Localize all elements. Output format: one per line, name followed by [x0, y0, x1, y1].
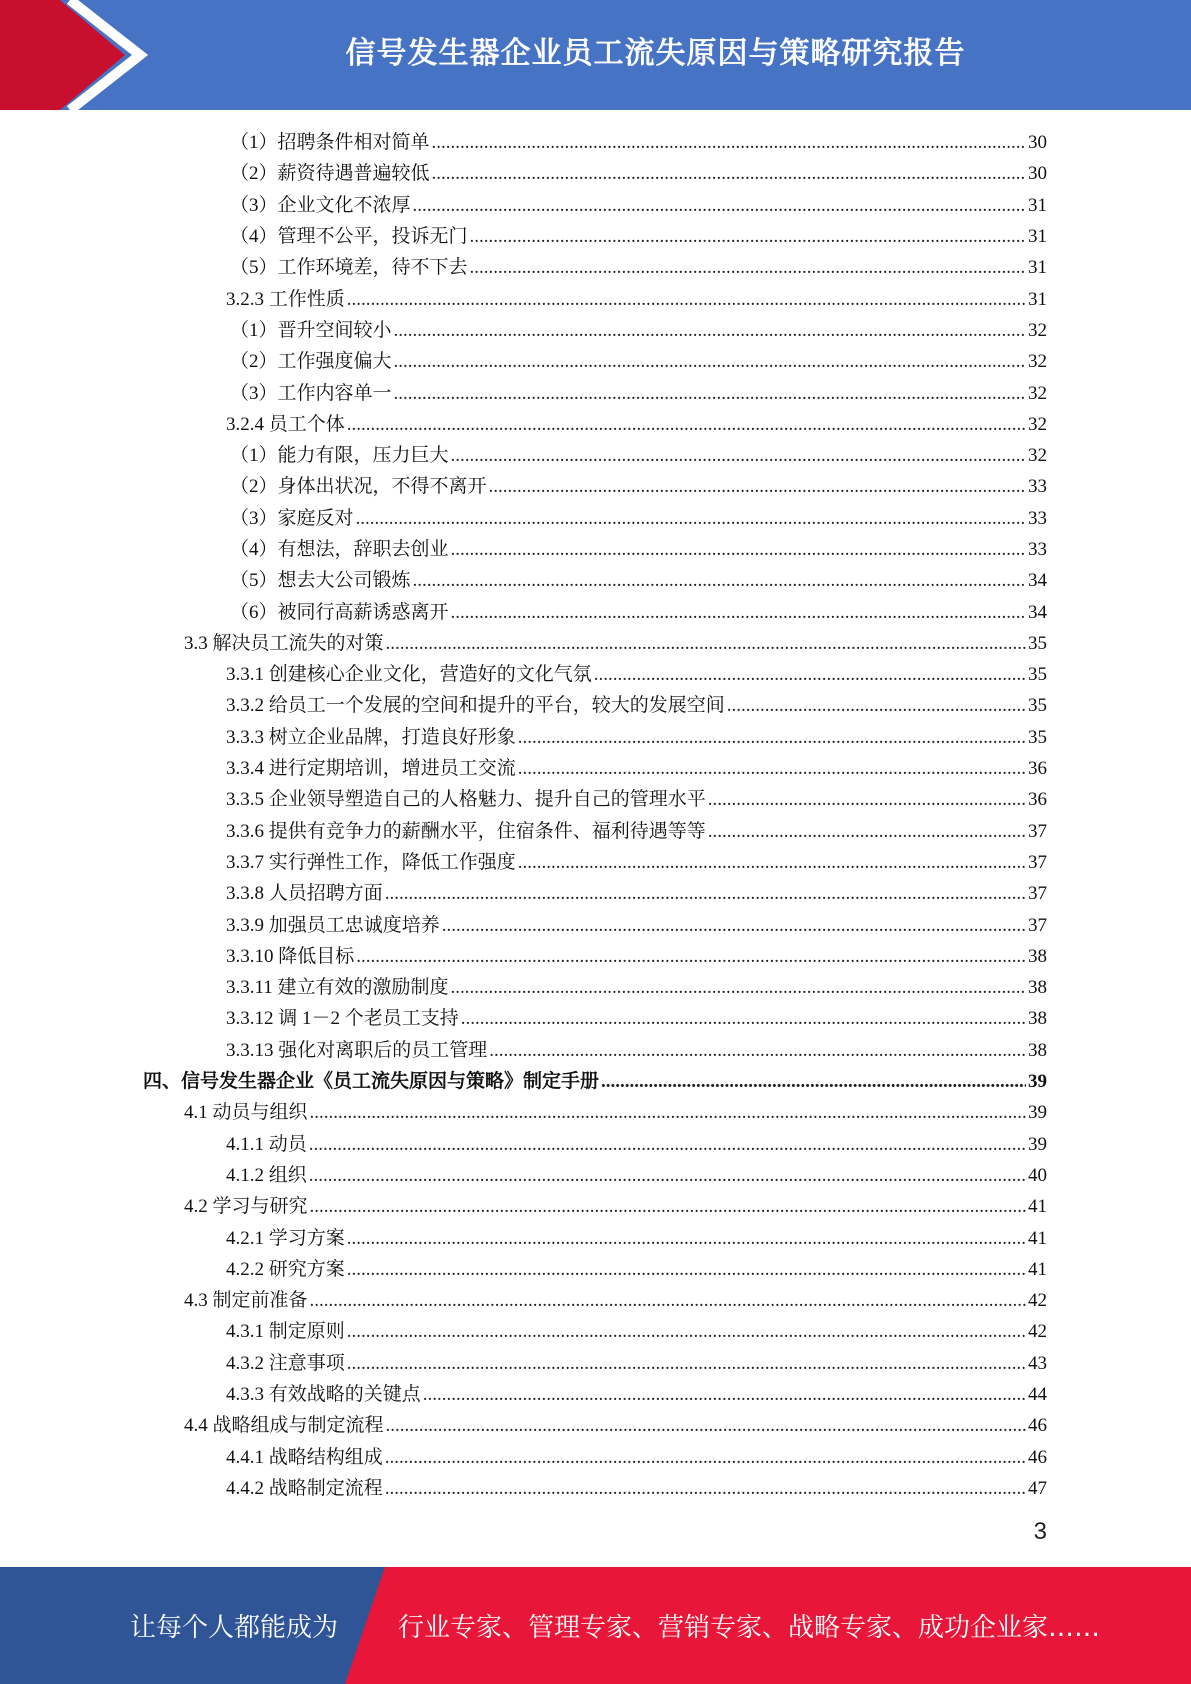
toc-leader-dots: [310, 1097, 1026, 1128]
toc-leader-dots: [310, 1191, 1026, 1222]
toc-entry-page: 46: [1028, 1446, 1047, 1468]
toc-leader-dots: [518, 722, 1026, 753]
toc-entry-page: 37: [1028, 820, 1047, 842]
toc-entry-page: 46: [1028, 1415, 1047, 1437]
toc-entry[interactable]: [0, 1473, 1191, 1504]
toc-entry-page: 36: [1028, 758, 1047, 780]
toc-entry-page: 38: [1028, 1008, 1047, 1030]
page-header: [0, 0, 1191, 110]
toc-leader-dots: [385, 1442, 1026, 1473]
toc-entry[interactable]: [0, 1066, 1191, 1097]
toc-entry[interactable]: [0, 722, 1191, 753]
toc-leader-dots: [310, 1285, 1026, 1316]
toc-entry-label: 3.3.1 创建核心企业文化，营造好的文化气氛: [226, 664, 592, 686]
toc-leader-dots: [423, 1379, 1026, 1410]
toc-leader-dots: [451, 597, 1026, 628]
toc-entry[interactable]: [0, 409, 1191, 440]
toc-entry-label: 4.3 制定前准备: [184, 1290, 308, 1312]
toc-entry-label: （5）想去大公司锻炼: [230, 570, 411, 592]
toc-entry-label: （2）身体出状况，不得不离开: [230, 476, 487, 498]
toc-entry[interactable]: [0, 346, 1191, 377]
toc-entry[interactable]: [0, 628, 1191, 659]
toc-entry[interactable]: [0, 471, 1191, 502]
toc-entry-page: 38: [1028, 945, 1047, 967]
toc-entry-page: 38: [1028, 977, 1047, 999]
toc-entry-label: 3.3.8 人员招聘方面: [226, 883, 383, 905]
toc-entry-label: 3.3.11 建立有效的激励制度: [226, 977, 449, 999]
toc-leader-dots: [727, 690, 1026, 721]
toc-entry[interactable]: [0, 190, 1191, 221]
toc-entry-label: 3.3.10 降低目标: [226, 945, 355, 967]
toc-entry-label: 4.3.3 有效战略的关键点: [226, 1384, 421, 1406]
toc-entry-page: 34: [1028, 570, 1047, 592]
toc-leader-dots: [518, 753, 1026, 784]
toc-entry-page: 39: [1028, 1133, 1047, 1155]
toc-leader-dots: [356, 941, 1026, 972]
toc-leader-dots: [461, 1003, 1026, 1034]
toc-entry[interactable]: [0, 1410, 1191, 1441]
table-of-contents: [0, 127, 1191, 1504]
header-red-arrow: [0, 0, 125, 110]
toc-entry[interactable]: [0, 377, 1191, 408]
toc-entry-page: 30: [1028, 132, 1047, 154]
toc-entry-page: 38: [1028, 1039, 1047, 1061]
toc-leader-dots: [708, 816, 1026, 847]
toc-entry-label: 4.3.1 制定原则: [226, 1321, 345, 1343]
toc-leader-dots: [451, 972, 1026, 1003]
toc-entry[interactable]: [0, 1379, 1191, 1410]
toc-entry-label: 3.3.6 提供有竞争力的薪酬水平，住宿条件、福利待遇等等: [226, 820, 706, 842]
toc-entry-page: 37: [1028, 914, 1047, 936]
toc-entry-label: 3.2.4 员工个体: [226, 413, 345, 435]
toc-entry-label: （2）工作强度偏大: [230, 351, 392, 373]
toc-entry[interactable]: [0, 909, 1191, 940]
toc-entry-label: （3）家庭反对: [230, 507, 354, 529]
toc-entry-page: 33: [1028, 539, 1047, 560]
toc-entry[interactable]: [0, 1441, 1191, 1472]
toc-leader-dots: [451, 440, 1026, 471]
toc-entry-page: 31: [1028, 226, 1047, 248]
toc-leader-dots: [394, 315, 1026, 346]
toc-entry-label: （1）招聘条件相对简单: [230, 132, 430, 154]
toc-entry[interactable]: [0, 1003, 1191, 1034]
toc-entry[interactable]: [0, 1097, 1191, 1128]
toc-entry[interactable]: [0, 565, 1191, 596]
toc-entry-page: 30: [1028, 163, 1047, 185]
toc-entry-page: 36: [1028, 789, 1047, 811]
toc-entry[interactable]: [0, 1160, 1191, 1191]
toc-entry-page: 32: [1028, 319, 1047, 341]
toc-entry[interactable]: [0, 221, 1191, 252]
toc-entry-label: 4.4.1 战略结构组成: [226, 1446, 383, 1468]
toc-entry-page: 33: [1028, 507, 1047, 529]
toc-leader-dots: [347, 1348, 1026, 1379]
toc-entry[interactable]: [0, 1129, 1191, 1160]
toc-entry-label: 4.1.2 组织: [226, 1164, 307, 1186]
toc-entry-label: 四、信号发生器企业《员工流失原因与策略》制定手册: [143, 1071, 600, 1093]
report-title: 信号发生器企业员工流失原因与策略研究报告: [345, 36, 966, 71]
toc-entry-label: 4.2.1 学习方案: [226, 1227, 345, 1249]
toc-entry-label: 3.3.3 树立企业品牌，打造良好形象: [226, 726, 516, 748]
toc-entry-label: 3.3.5 企业领导塑造自己的人格魅力、提升自己的管理水平: [226, 789, 706, 811]
toc-leader-dots: [432, 158, 1026, 189]
toc-entry-page: 37: [1028, 883, 1047, 905]
toc-leader-dots: [489, 471, 1026, 502]
toc-entry[interactable]: [0, 1316, 1191, 1347]
toc-leader-dots: [413, 190, 1026, 221]
toc-entry[interactable]: [0, 690, 1191, 721]
toc-entry-page: 39: [1028, 1071, 1047, 1093]
toc-entry[interactable]: [0, 283, 1191, 314]
toc-entry-label: 3.3.7 实行弹性工作，降低工作强度: [226, 851, 516, 873]
toc-entry-page: 32: [1028, 445, 1047, 467]
toc-entry-page: 41: [1028, 1196, 1047, 1218]
toc-entry-page: 31: [1028, 194, 1047, 216]
toc-leader-dots: [451, 534, 1026, 565]
toc-leader-dots: [347, 284, 1026, 315]
toc-entry[interactable]: [0, 972, 1191, 1003]
toc-leader-dots: [347, 409, 1026, 440]
toc-leader-dots: [385, 1473, 1026, 1504]
toc-entry[interactable]: [0, 1035, 1191, 1066]
toc-entry-page: 35: [1028, 632, 1047, 654]
toc-leader-dots: [708, 784, 1026, 815]
toc-entry[interactable]: [0, 1254, 1191, 1285]
toc-entry-label: （1）晋升空间较小: [230, 319, 392, 341]
toc-entry-label: 3.3.4 进行定期培训，增进员工交流: [226, 758, 516, 780]
toc-entry[interactable]: [0, 252, 1191, 283]
toc-entry-label: （6）被同行高薪诱惑离开: [230, 601, 449, 623]
toc-entry-label: （5）工作环境差，待不下去: [230, 257, 468, 279]
toc-entry[interactable]: [0, 1191, 1191, 1222]
page-number: 3: [1033, 1518, 1047, 1545]
toc-entry-label: 4.4 战略组成与制定流程: [184, 1415, 384, 1437]
toc-entry-page: 42: [1028, 1321, 1047, 1343]
toc-entry-label: （2）薪资待遇普遍较低: [230, 163, 430, 185]
toc-entry[interactable]: [0, 596, 1191, 627]
toc-leader-dots: [470, 221, 1026, 252]
toc-entry-label: 4.2.2 研究方案: [226, 1258, 345, 1280]
toc-entry-label: （4）管理不公平，投诉无门: [230, 226, 468, 248]
toc-entry[interactable]: [0, 1222, 1191, 1253]
page-footer: [0, 1567, 1191, 1684]
toc-leader-dots: [518, 847, 1026, 878]
toc-entry-page: 41: [1028, 1227, 1047, 1249]
toc-entry-label: 3.3.13 强化对离职后的员工管理: [226, 1039, 488, 1061]
toc-entry[interactable]: [0, 941, 1191, 972]
toc-entry[interactable]: [0, 784, 1191, 815]
toc-entry[interactable]: [0, 158, 1191, 189]
toc-entry[interactable]: [0, 534, 1191, 565]
toc-entry-page: 43: [1028, 1352, 1047, 1374]
toc-entry-label: （3）企业文化不浓厚: [230, 194, 411, 216]
toc-entry-label: 4.1.1 动员: [226, 1133, 307, 1155]
toc-leader-dots: [413, 565, 1026, 596]
toc-entry-page: 39: [1028, 1102, 1047, 1124]
toc-entry-page: 34: [1028, 601, 1047, 623]
toc-leader-dots: [385, 878, 1026, 909]
toc-leader-dots: [442, 910, 1026, 941]
toc-entry[interactable]: [0, 659, 1191, 690]
toc-entry-page: 35: [1028, 695, 1047, 717]
toc-entry[interactable]: [0, 816, 1191, 847]
toc-entry-page: 33: [1028, 476, 1047, 498]
toc-leader-dots: [470, 252, 1026, 283]
toc-leader-dots: [347, 1254, 1026, 1285]
toc-entry-page: 40: [1028, 1164, 1047, 1186]
toc-entry[interactable]: [0, 1285, 1191, 1316]
toc-leader-dots: [347, 1223, 1026, 1254]
toc-entry-label: 3.3.12 调 1－2 个老员工支持: [226, 1008, 459, 1030]
toc-entry[interactable]: [0, 503, 1191, 534]
toc-entry[interactable]: [0, 878, 1191, 909]
toc-leader-dots: [394, 346, 1026, 377]
toc-entry-page: 31: [1028, 288, 1047, 310]
toc-entry-page: 32: [1028, 413, 1047, 435]
toc-leader-dots: [356, 503, 1026, 534]
toc-entry[interactable]: [0, 847, 1191, 878]
toc-leader-dots: [309, 1160, 1026, 1191]
toc-entry-page: 31: [1028, 257, 1047, 279]
toc-entry-label: 4.2 学习与研究: [184, 1196, 308, 1218]
toc-leader-dots: [432, 127, 1026, 158]
footer-slogan-right: 行业专家、管理专家、营销专家、战略专家、成功企业家……: [398, 1613, 1101, 1643]
footer-slogan-left: 让每个人都能成为: [130, 1613, 339, 1643]
toc-entry-label: （3）工作内容单一: [230, 382, 392, 404]
toc-entry-label: （4）有想法，辞职去创业: [230, 539, 449, 560]
toc-leader-dots: [386, 1410, 1026, 1441]
toc-entry-page: 44: [1028, 1384, 1047, 1406]
toc-entry-page: 32: [1028, 351, 1047, 373]
toc-leader-dots: [386, 628, 1026, 659]
toc-entry[interactable]: [0, 127, 1191, 158]
toc-entry-label: 3.3.2 给员工一个发展的空间和提升的平台，较大的发展空间: [226, 695, 725, 717]
toc-entry-page: 41: [1028, 1258, 1047, 1280]
toc-entry-page: 35: [1028, 726, 1047, 748]
toc-leader-dots: [309, 1129, 1026, 1160]
toc-entry-label: 4.3.2 注意事项: [226, 1352, 345, 1374]
toc-entry-label: （1）能力有限，压力巨大: [230, 445, 449, 467]
toc-leader-dots: [489, 1035, 1026, 1066]
toc-entry-page: 35: [1028, 664, 1047, 686]
toc-entry[interactable]: [0, 753, 1191, 784]
toc-entry-page: 37: [1028, 851, 1047, 873]
toc-entry-page: 42: [1028, 1290, 1047, 1312]
toc-leader-dots: [594, 659, 1026, 690]
toc-leader-dots: [394, 378, 1026, 409]
toc-entry[interactable]: [0, 1348, 1191, 1379]
toc-entry-label: 4.4.2 战略制定流程: [226, 1477, 383, 1499]
toc-entry-label: 4.1 动员与组织: [184, 1102, 308, 1124]
toc-entry-label: 3.2.3 工作性质: [226, 288, 345, 310]
toc-entry[interactable]: [0, 315, 1191, 346]
toc-entry-page: 32: [1028, 382, 1047, 404]
toc-leader-dots: [601, 1066, 1026, 1097]
toc-leader-dots: [347, 1316, 1026, 1347]
toc-entry-label: 3.3.9 加强员工忠诚度培养: [226, 914, 440, 936]
toc-entry-page: 47: [1028, 1477, 1047, 1499]
toc-entry-label: 3.3 解决员工流失的对策: [184, 632, 384, 654]
toc-entry[interactable]: [0, 440, 1191, 471]
